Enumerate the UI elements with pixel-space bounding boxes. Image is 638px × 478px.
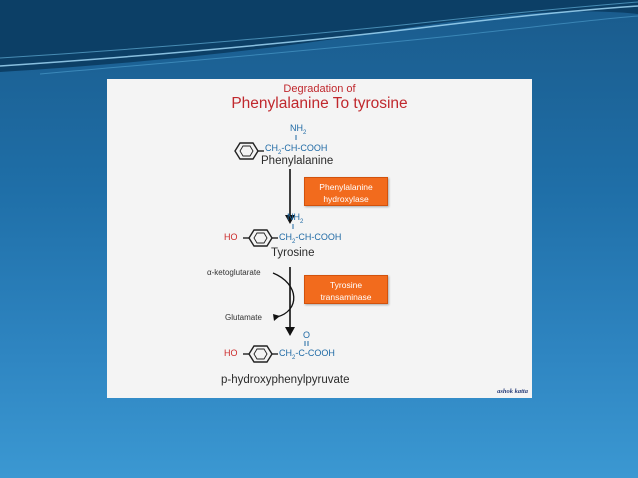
amino-label: NH bbox=[287, 212, 300, 222]
chain-subscript: 2 bbox=[292, 354, 296, 361]
compound-name-product: p-hydroxyphenylpyruvate bbox=[221, 374, 350, 386]
chain-ch-label: CH bbox=[265, 143, 278, 153]
enzyme-label-line1: Tyrosine bbox=[329, 280, 363, 290]
benzene-ring-product bbox=[243, 346, 278, 362]
enzyme-box-phenylalanine-hydroxylase bbox=[304, 177, 388, 206]
enzyme-label-line2: hydroxylase bbox=[323, 194, 369, 204]
chain-rest-label: -CH-COOH bbox=[281, 143, 328, 153]
benzene-ring-phenylalanine bbox=[235, 143, 264, 159]
benzene-ring-tyrosine bbox=[243, 230, 278, 246]
chain-ch-label: CH bbox=[279, 348, 292, 358]
compound-name-tyrosine: Tyrosine bbox=[271, 247, 315, 259]
amino-subscript: 2 bbox=[303, 129, 307, 136]
side-chain-phenylalanine bbox=[265, 143, 327, 156]
hydroxyl-group-tyrosine: HO bbox=[224, 232, 238, 242]
hydroxyl-group-product: HO bbox=[224, 348, 238, 358]
chain-subscript: 2 bbox=[278, 149, 282, 156]
amino-group-tyrosine bbox=[287, 212, 303, 225]
compound-name-phenylalanine: Phenylalanine bbox=[261, 155, 334, 167]
chain-ch-label: CH bbox=[279, 232, 292, 242]
enzyme-label-line2: transaminase bbox=[320, 292, 372, 302]
cosubstrate-glutamate: Glutamate bbox=[225, 313, 262, 322]
slide-title-line2: Phenylalanine To tyrosine bbox=[231, 95, 408, 112]
chain-rest-label: -C-COOH bbox=[295, 348, 335, 358]
amino-label: NH bbox=[290, 123, 303, 133]
amino-group-phenylalanine bbox=[290, 123, 306, 136]
cosubstrate-alpha-ketoglutarate: α-ketoglutarate bbox=[207, 268, 261, 277]
chain-subscript: 2 bbox=[292, 238, 296, 245]
enzyme-box-tyrosine-transaminase bbox=[304, 275, 388, 304]
side-chain-product bbox=[279, 348, 335, 361]
slide-card bbox=[107, 79, 532, 398]
header-wave-decoration bbox=[0, 0, 638, 80]
oxo-group-product: O bbox=[303, 330, 311, 340]
amino-subscript: 2 bbox=[300, 218, 304, 225]
author-signature: ashok katta bbox=[497, 388, 528, 395]
chain-rest-label: -CH-COOH bbox=[295, 232, 342, 242]
slide-title-line1: Degradation of bbox=[283, 83, 356, 95]
enzyme-label-line1: Phenylalanine bbox=[319, 182, 373, 192]
side-chain-tyrosine bbox=[279, 232, 341, 245]
